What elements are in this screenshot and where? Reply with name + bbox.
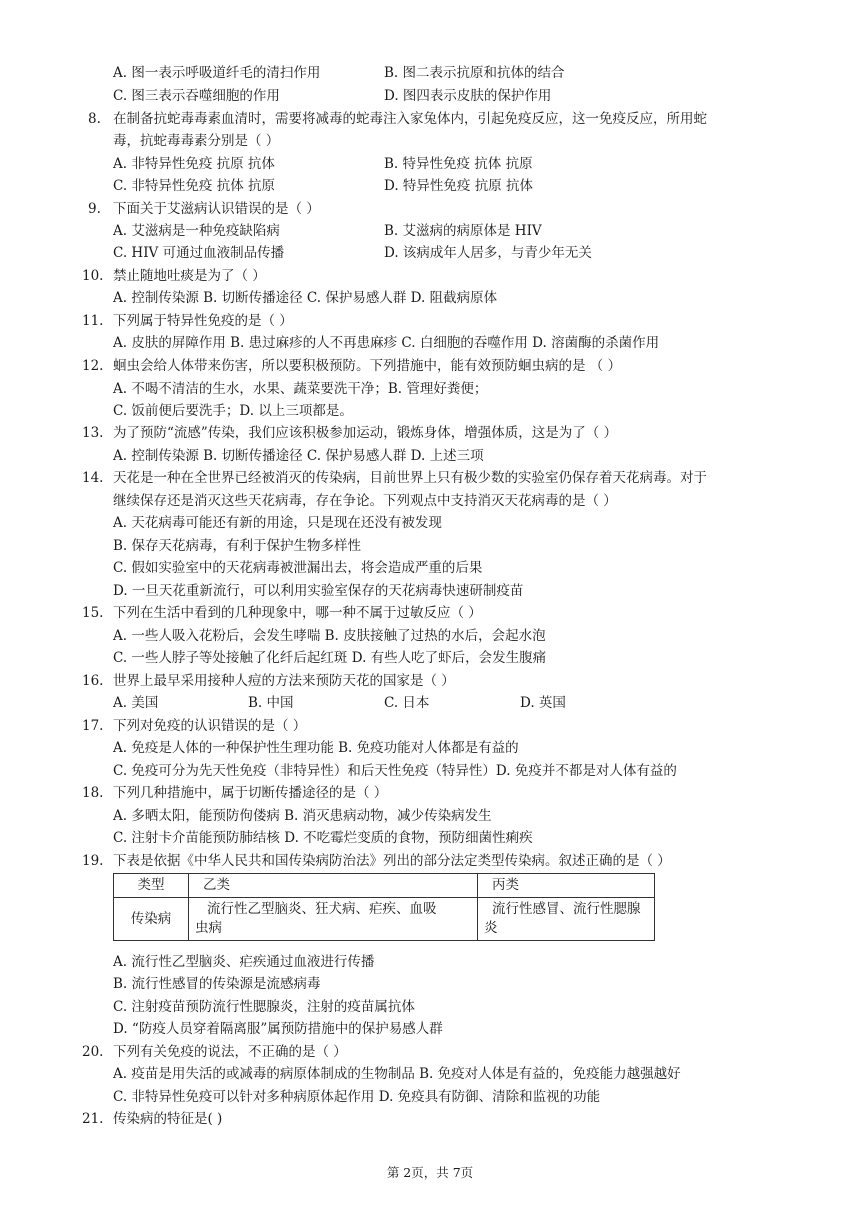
q16-option-b: B. 中国 (248, 695, 294, 711)
q17-number: 17. (82, 718, 104, 734)
q12-number: 12. (82, 358, 104, 374)
q12-options-line1: A. 不喝不清洁的生水，水果、蔬菜要洗干净；B. 管理好粪便； (113, 381, 488, 397)
q19-option-b: B. 流行性感冒的传染源是流感病毒 (113, 976, 321, 992)
q14-option-c: C. 假如实验室中的天花病毒被泄漏出去，将会造成严重的后果 (113, 560, 483, 576)
table-row (114, 898, 655, 941)
table-header-row (114, 874, 655, 898)
q10-number: 10. (82, 268, 104, 284)
q10-options: A. 控制传染源 B. 切断传播途径 C. 保护易感人群 D. 阻截病原体 (113, 290, 498, 306)
q7-option-d: D. 图四表示皮肤的保护作用 (384, 88, 552, 104)
table-header-class-b: 乙类 (189, 874, 478, 898)
class-b-line2: 虫病 (195, 920, 222, 936)
q12-stem: 蛔虫会给人体带来伤害，所以要积极预防。下列措施中，能有效预防蛔虫病的是 （ ） (113, 358, 622, 374)
q8-stem-line2: 毒，抗蛇毒毒素分别是（ ） (113, 133, 280, 149)
q8-option-d: D. 特异性免疫 抗原 抗体 (384, 178, 534, 194)
q17-options-line2: C. 免疫可分为先天性免疫（非特异性）和后天性免疫（特异性）D. 免疫并不都是对人体有益的 (113, 763, 677, 779)
q9-option-d: D. 该病成年人居多，与青少年无关 (384, 245, 592, 261)
q9-option-c: C. HIV 可通过血液制品传播 (113, 245, 285, 261)
q8-number: 8. (88, 111, 101, 127)
q15-stem: 下列在生活中看到的几种现象中，哪一种不属于过敏反应（ ） (113, 605, 482, 621)
q16-option-a: A. 美国 (113, 695, 159, 711)
q14-stem-line1: 天花是一种在全世界已经被消灭的传染病，目前世界上只有极少数的实验室仍保存着天花病毒。对于 (113, 470, 707, 486)
q17-options-line1: A. 免疫是人体的一种保护性生理功能 B. 免疫功能对人体都是有益的 (113, 740, 519, 756)
q18-options-line1: A. 多晒太阳，能预防佝偻病 B. 消灭患病动物，减少传染病发生 (113, 808, 492, 824)
q16-stem: 世界上最早采用接种人痘的方法来预防天花的国家是（ ） (113, 673, 455, 689)
q8-option-b: B. 特异性免疫 抗体 抗原 (384, 156, 533, 172)
disease-category-table (113, 873, 655, 941)
class-c-line2: 炎 (484, 920, 498, 936)
table-header-class-c: 丙类 (478, 874, 655, 898)
q16-number: 16. (82, 673, 104, 689)
q7-option-b: B. 图二表示抗原和抗体的结合 (384, 65, 565, 81)
q13-options: A. 控制传染源 B. 切断传播途径 C. 保护易感人群 D. 上述三项 (113, 448, 484, 464)
table-header-type: 类型 (114, 874, 189, 898)
q15-options-line1: A. 一些人吸入花粉后，会发生哮喘 B. 皮肤接触了过热的水后，会起水泡 (113, 628, 546, 644)
q16-option-c: C. 日本 (384, 695, 430, 711)
q12-options-line2: C. 饭前便后要洗手；D. 以上三项都是。 (113, 403, 353, 419)
q13-stem: 为了预防“流感”传染，我们应该积极参加运动，锻炼身体，增强体质，这是为了（ ） (113, 425, 618, 441)
page-footer: 第 2页，共 7页 (386, 1165, 474, 1180)
q8-stem-line1: 在制备抗蛇毒毒素血清时，需要将减毒的蛇毒注入家兔体内，引起免疫反应，这一免疫反应，所用蛇 (113, 111, 707, 127)
q8-option-c: C. 非特异性免疫 抗体 抗原 (113, 178, 276, 194)
q18-stem: 下列几种措施中，属于切断传播途径的是（ ） (113, 785, 388, 801)
q19-option-a: A. 流行性乙型脑炎、疟疾通过血液进行传播 (113, 954, 375, 970)
table-cell-class-b-diseases (189, 898, 478, 941)
q14-stem-line2: 继续保存还是消灭这些天花病毒，存在争论。下列观点中支持消灭天花病毒的是（ ） (113, 493, 617, 509)
q14-option-d: D. 一旦天花重新流行，可以利用实验室保存的天花病毒快速研制疫苗 (113, 583, 524, 599)
q11-options: A. 皮肤的屏障作用 B. 患过麻疹的人不再患麻疹 C. 白细胞的吞噬作用 D. 溶菌酶的杀菌作用 (113, 335, 660, 351)
q11-number: 11. (82, 313, 104, 329)
q9-stem: 下面关于艾滋病认识错误的是（ ） (113, 201, 320, 217)
class-b-line1: 流行性乙型脑炎、狂犬病、疟疾、血吸 (207, 901, 437, 917)
q10-stem: 禁止随地吐痰是为了（ ） (113, 268, 266, 284)
table-cell-disease-label: 传染病 (114, 898, 189, 941)
q7-option-a: A. 图一表示呼吸道纤毛的清扫作用 (113, 65, 321, 81)
q14-option-a: A. 天花病毒可能还有新的用途，只是现在还没有被发现 (113, 515, 442, 531)
q13-number: 13. (82, 425, 104, 441)
q19-number: 19. (82, 853, 104, 869)
q20-stem: 下列有关免疫的说法，不正确的是（ ） (113, 1044, 347, 1060)
q15-number: 15. (82, 605, 104, 621)
q14-number: 14. (82, 470, 104, 486)
q19-stem: 下表是依据《中华人民共和国传染病防治法》列出的部分法定类型传染病。叙述正确的是（ ） (113, 853, 671, 869)
q7-option-c: C. 图三表示吞噬细胞的作用 (113, 88, 280, 104)
q9-option-b: B. 艾滋病的病原体是 HIV (384, 223, 542, 239)
q8-option-a: A. 非特异性免疫 抗原 抗体 (113, 156, 275, 172)
q21-number: 21. (82, 1111, 104, 1127)
q16-option-d: D. 英国 (520, 695, 566, 711)
q9-number: 9. (88, 201, 101, 217)
q19-option-c: C. 注射疫苗预防流行性腮腺炎，注射的疫苗属抗体 (113, 999, 415, 1015)
q15-options-line2: C. 一些人脖子等处接触了化纤后起红斑 D. 有些人吃了虾后，会发生腹痛 (113, 650, 547, 666)
class-c-line1: 流行性感冒、流行性腮腺 (492, 901, 641, 917)
q11-stem: 下列属于特异性免疫的是（ ） (113, 313, 293, 329)
q19-option-d: D. “防疫人员穿着隔离服”属预防措施中的保护易感人群 (113, 1021, 443, 1037)
q17-stem: 下列对免疫的认识错误的是（ ） (113, 718, 307, 734)
q20-options-line1: A. 疫苗是用失活的或减毒的病原体制成的生物制品 B. 免疫对人体是有益的，免疫能力越强越好 (113, 1066, 681, 1082)
q18-options-line2: C. 注射卡介苗能预防肺结核 D. 不吃霉烂变质的食物，预防细菌性痢疾 (113, 830, 533, 846)
q14-option-b: B. 保存天花病毒，有利于保护生物多样性 (113, 538, 362, 554)
q20-number: 20. (82, 1044, 104, 1060)
q21-stem: 传染病的特征是( ) (113, 1111, 223, 1127)
q20-options-line2: C. 非特异性免疫可以针对多种病原体起作用 D. 免疫具有防御、清除和监视的功能 (113, 1089, 601, 1105)
table-cell-class-c-diseases (478, 898, 655, 941)
q9-option-a: A. 艾滋病是一种免疫缺陷病 (113, 223, 280, 239)
q18-number: 18. (82, 785, 104, 801)
